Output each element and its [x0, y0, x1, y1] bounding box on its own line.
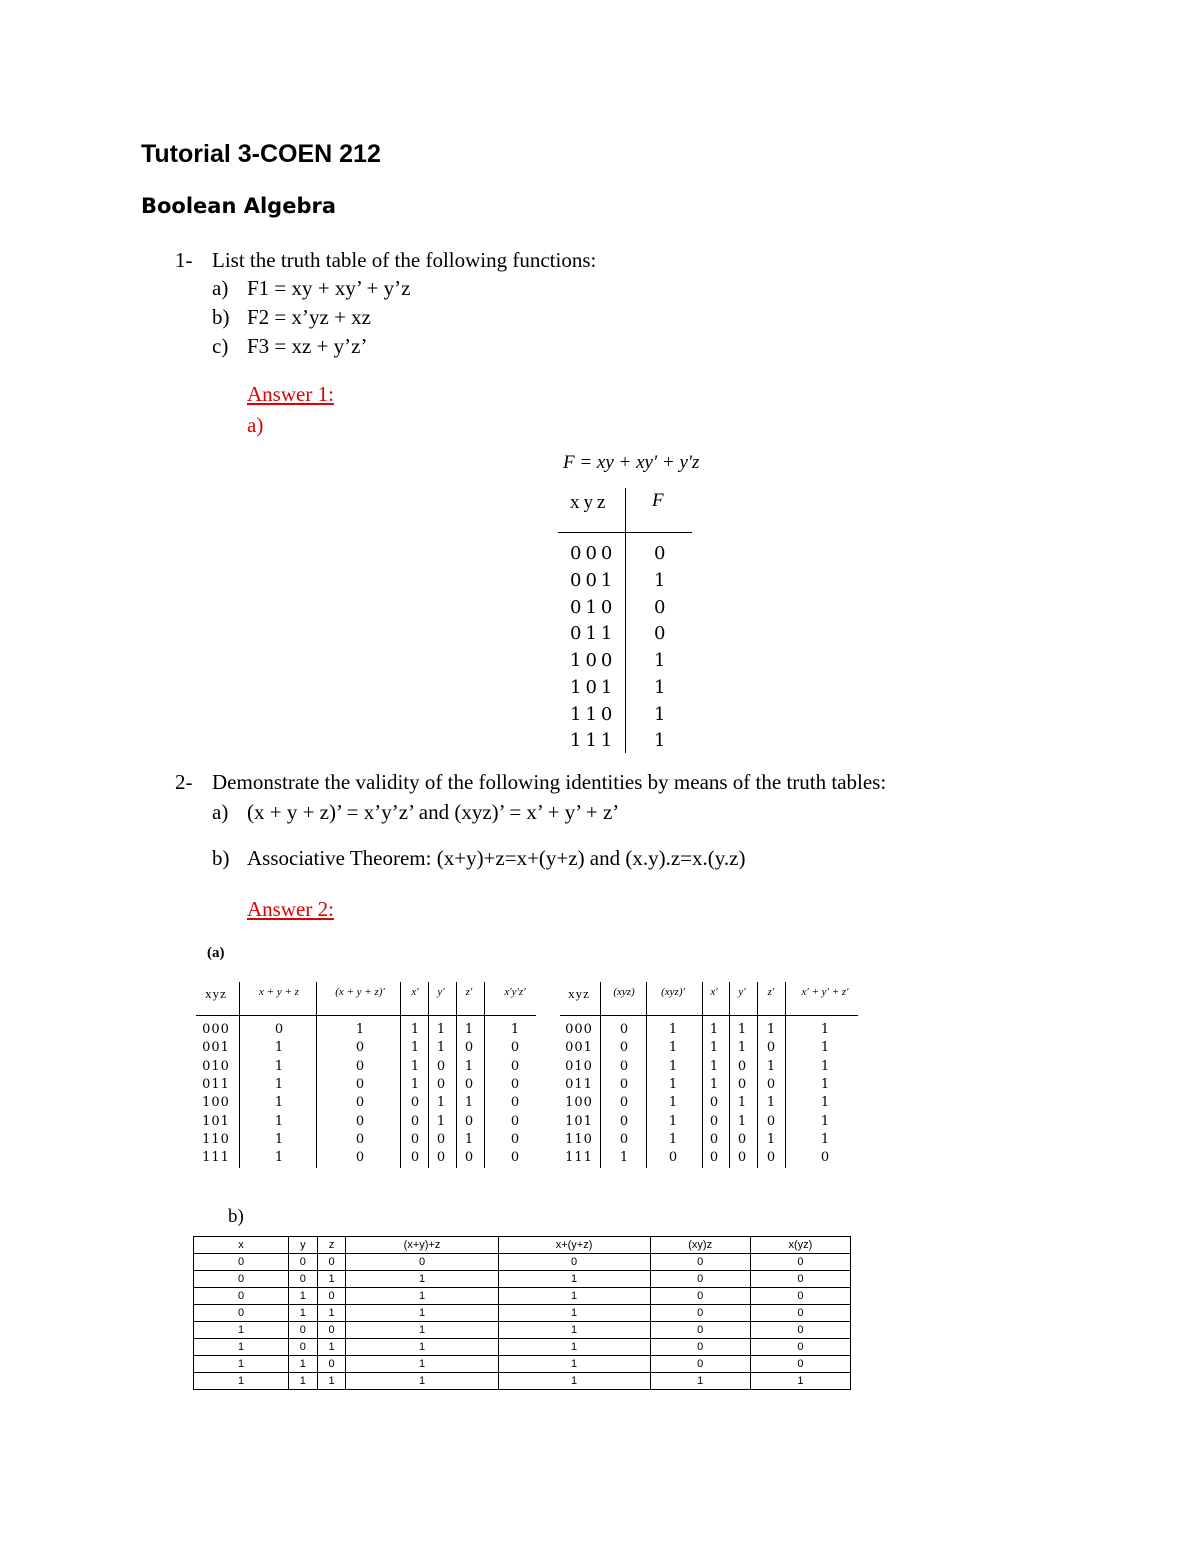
- answer-2-label: Answer 2:: [247, 897, 334, 921]
- table-cell: 0: [317, 1356, 346, 1373]
- table-divider: [757, 982, 758, 1168]
- table-cell: 1: [274, 1040, 284, 1056]
- table-cell: y: [289, 1237, 318, 1254]
- table-cell: 110: [202, 1131, 230, 1147]
- table-cell: 0: [355, 1076, 365, 1092]
- table-cell: 0: [750, 1271, 850, 1288]
- table-cell: 1: [346, 1322, 498, 1339]
- table-cell: 110: [565, 1131, 593, 1147]
- table-cell: 100: [565, 1095, 593, 1111]
- table-cell: 1: [346, 1271, 498, 1288]
- table-cell: 0: [436, 1058, 446, 1074]
- table-cell: 1: [289, 1356, 318, 1373]
- table-divider: [785, 982, 786, 1168]
- table-cell: 0: [464, 1040, 474, 1056]
- table-cell: 100: [202, 1095, 230, 1111]
- table-cell: 0: [650, 1339, 750, 1356]
- table-cell: 101: [202, 1113, 230, 1129]
- truth-table-row-output: 0: [654, 543, 666, 564]
- table-cell: 0: [737, 1131, 747, 1147]
- question-1-number: 1-: [175, 248, 193, 272]
- table-cell: 1: [274, 1150, 284, 1166]
- q1-item-expr: F2 = x’yz + xz: [247, 305, 372, 329]
- table-header-cell: y′: [738, 986, 746, 998]
- table-cell: 0: [766, 1076, 776, 1092]
- table-cell: 0: [650, 1305, 750, 1322]
- table-cell: 1: [194, 1356, 289, 1373]
- table-cell: 0: [737, 1150, 747, 1166]
- table-cell: 1: [194, 1373, 289, 1390]
- table-cell: z: [317, 1237, 346, 1254]
- table-cell: 0: [194, 1254, 289, 1271]
- table-cell: 0: [355, 1058, 365, 1074]
- table-cell: 1: [737, 1095, 747, 1111]
- table-cell: 1: [668, 1040, 678, 1056]
- table-cell: 1: [498, 1339, 650, 1356]
- table-cell: 1: [668, 1095, 678, 1111]
- table-divider: [646, 982, 647, 1168]
- answer-1-sub: a): [247, 413, 264, 437]
- truth-table-row-inputs: 001: [570, 570, 617, 591]
- section-heading: Boolean Algebra: [141, 194, 337, 218]
- table-row: [194, 1271, 851, 1288]
- table-cell: 0: [289, 1322, 318, 1339]
- table-cell: 1: [317, 1271, 346, 1288]
- table-cell: 1: [436, 1095, 446, 1111]
- table-header-cell: x + y + z: [259, 986, 299, 998]
- table-cell: 0: [346, 1254, 498, 1271]
- table-cell: 1: [737, 1022, 747, 1037]
- table-cell: 1: [498, 1373, 650, 1390]
- table-cell: 1: [820, 1022, 830, 1037]
- table-cell: 1: [709, 1022, 719, 1037]
- table-cell: 0: [619, 1131, 629, 1147]
- table-cell: 1: [317, 1373, 346, 1390]
- question-2-text: Demonstrate the validity of the following identities by means of the truth tables:: [212, 770, 887, 794]
- table-cell: 0: [464, 1113, 474, 1129]
- table-cell: 1: [317, 1305, 346, 1322]
- table-cell: 0: [410, 1131, 420, 1147]
- table-cell: 0: [289, 1271, 318, 1288]
- table-cell: 1: [317, 1339, 346, 1356]
- table-cell: (x+y)+z: [346, 1237, 498, 1254]
- table-cell: 0: [820, 1150, 830, 1166]
- table-cell: 1: [274, 1113, 284, 1129]
- answer-1-label: Answer 1:: [247, 382, 334, 406]
- table-cell: 1: [274, 1058, 284, 1074]
- table-cell: 1: [709, 1058, 719, 1074]
- table-cell: 1: [346, 1373, 498, 1390]
- truth-table-row-inputs: 000: [570, 543, 617, 564]
- table-cell: 1: [346, 1288, 498, 1305]
- table-cell: 0: [410, 1113, 420, 1129]
- table-cell: 1: [766, 1131, 776, 1147]
- table-cell: 0: [289, 1254, 318, 1271]
- table-cell: 1: [668, 1076, 678, 1092]
- table-row: [194, 1356, 851, 1373]
- table-cell: 1: [464, 1131, 474, 1147]
- truth-table-row-inputs: 010: [570, 597, 617, 618]
- table-cell: 0: [498, 1254, 650, 1271]
- table-header-cell: x′: [411, 986, 419, 998]
- table-divider: [196, 1015, 536, 1016]
- table-cell: 0: [766, 1040, 776, 1056]
- table-row: [194, 1254, 851, 1271]
- table-cell: 0: [355, 1040, 365, 1056]
- table-cell: 0: [709, 1113, 719, 1129]
- q2-item-label: b): [212, 846, 230, 870]
- table-cell: 0: [737, 1058, 747, 1074]
- question-1-text: List the truth table of the following functions:: [212, 248, 597, 272]
- table-cell: 0: [619, 1095, 629, 1111]
- table-cell: 1: [619, 1150, 629, 1166]
- table-b-label: b): [228, 1206, 244, 1227]
- table-divider: [456, 982, 457, 1168]
- table-cell: 1: [436, 1022, 446, 1037]
- table-cell: 1: [668, 1131, 678, 1147]
- q1-item-label: a): [212, 276, 229, 300]
- table-cell: 1: [410, 1058, 420, 1074]
- table-cell: 101: [565, 1113, 593, 1129]
- q1-item-expr: F1 = xy + xy’ + y’z: [247, 276, 411, 300]
- table-cell: 011: [565, 1076, 593, 1092]
- truth-table-row-output: 0: [654, 623, 666, 644]
- table-cell: 1: [820, 1131, 830, 1147]
- table-cell: 010: [202, 1058, 230, 1074]
- table-cell: 0: [766, 1150, 776, 1166]
- table-cell: 0: [668, 1150, 678, 1166]
- table-cell: 111: [202, 1150, 230, 1166]
- table-cell: 1: [464, 1058, 474, 1074]
- table-cell: 0: [355, 1095, 365, 1111]
- truth-table-row-output: 1: [654, 677, 666, 698]
- table-cell: 0: [355, 1150, 365, 1166]
- table-2a-label: (a): [207, 945, 225, 961]
- table-cell: 1: [346, 1356, 498, 1373]
- table-cell: 0: [750, 1288, 850, 1305]
- table-cell: 1: [766, 1095, 776, 1111]
- table-cell: 0: [650, 1288, 750, 1305]
- table-header-cell: xyz: [205, 986, 227, 1001]
- table-cell: 0: [410, 1150, 420, 1166]
- table-cell: 0: [619, 1113, 629, 1129]
- table-cell: 0: [510, 1150, 520, 1166]
- table-header-cell: x′y′z′: [504, 986, 526, 998]
- table-cell: 010: [565, 1058, 593, 1074]
- table-cell: 0: [619, 1022, 629, 1037]
- truth-table-row-output: 1: [654, 570, 666, 591]
- table-cell: 0: [510, 1113, 520, 1129]
- table-cell: 0: [355, 1131, 365, 1147]
- table-cell: 1: [346, 1339, 498, 1356]
- table-cell: 0: [436, 1131, 446, 1147]
- truth-table-row-inputs: 111: [570, 730, 617, 751]
- table-cell: 0: [737, 1076, 747, 1092]
- table-cell: 0: [510, 1076, 520, 1092]
- table-cell: 0: [410, 1095, 420, 1111]
- truth-table-row-output: 0: [654, 597, 666, 618]
- table-cell: 1: [355, 1022, 365, 1037]
- table-cell: 1: [289, 1288, 318, 1305]
- table-cell: 1: [410, 1040, 420, 1056]
- table-cell: 0: [464, 1076, 474, 1092]
- table-cell: 0: [194, 1271, 289, 1288]
- table-cell: 1: [498, 1356, 650, 1373]
- table-cell: 0: [464, 1150, 474, 1166]
- truth-table-row-output: 1: [654, 704, 666, 725]
- table-cell: 1: [274, 1131, 284, 1147]
- table-cell: 0: [317, 1288, 346, 1305]
- table-header-cell: (xyz): [613, 986, 635, 998]
- table-cell: 1: [737, 1040, 747, 1056]
- q1-item-label: b): [212, 305, 230, 329]
- table-cell: 0: [650, 1356, 750, 1373]
- table-cell: (xy)z: [650, 1237, 750, 1254]
- table-cell: 0: [619, 1076, 629, 1092]
- table-cell: 0: [750, 1254, 850, 1271]
- table-cell: 1: [820, 1095, 830, 1111]
- table-cell: 1: [498, 1322, 650, 1339]
- table-divider: [316, 982, 317, 1168]
- table-header-cell: x′: [710, 986, 718, 998]
- table-cell: 1: [668, 1113, 678, 1129]
- table-cell: 0: [619, 1040, 629, 1056]
- table-cell: 0: [750, 1356, 850, 1373]
- table-cell: x: [194, 1237, 289, 1254]
- table-divider: [625, 488, 626, 753]
- table-header-cell: xyz: [568, 986, 590, 1001]
- table-cell: 1: [737, 1113, 747, 1129]
- table-cell: 1: [436, 1040, 446, 1056]
- table-cell: 1: [464, 1022, 474, 1037]
- table-cell: 0: [355, 1113, 365, 1129]
- table-cell: 1: [436, 1113, 446, 1129]
- truth-table-caption: F = xy + xy′ + y′z: [563, 452, 700, 473]
- table-header-cell: z′: [465, 986, 473, 998]
- table-cell: 0: [750, 1339, 850, 1356]
- table-row: [194, 1288, 851, 1305]
- table-cell: 0: [650, 1254, 750, 1271]
- table-header-cell: z′: [767, 986, 775, 998]
- table-cell: 000: [202, 1022, 230, 1037]
- truth-table-row-inputs: 100: [570, 650, 617, 671]
- q2-item-expr: Associative Theorem: (x+y)+z=x+(y+z) and (x.y).z=x.(y.z): [247, 846, 746, 870]
- table-cell: 0: [317, 1254, 346, 1271]
- table-cell: 1: [289, 1373, 318, 1390]
- table-cell: 1: [668, 1022, 678, 1037]
- table-cell: 1: [464, 1095, 474, 1111]
- truth-table-row-output: 1: [654, 650, 666, 671]
- table-divider: [239, 982, 240, 1168]
- table-cell: 1: [410, 1022, 420, 1037]
- q1-item-label: c): [212, 334, 229, 358]
- table-cell: 1: [750, 1373, 850, 1390]
- table-cell: 1: [274, 1076, 284, 1092]
- table-cell: 000: [565, 1022, 593, 1037]
- table-cell: 0: [317, 1322, 346, 1339]
- truth-table-output-header: F: [652, 490, 664, 511]
- table-cell: 0: [510, 1131, 520, 1147]
- table-cell: 1: [498, 1305, 650, 1322]
- table-cell: 1: [766, 1058, 776, 1074]
- table-cell: 1: [709, 1040, 719, 1056]
- truth-table-row-inputs: 110: [570, 704, 617, 725]
- table-cell: 1: [346, 1305, 498, 1322]
- table-cell: 0: [194, 1288, 289, 1305]
- table-cell: 0: [750, 1305, 850, 1322]
- table-header-cell: x′ + y′ + z′: [801, 986, 849, 998]
- table-header-cell: (x + y + z)′: [335, 986, 385, 998]
- table-cell: 0: [709, 1150, 719, 1166]
- table-cell: 0: [510, 1095, 520, 1111]
- table-cell: 0: [436, 1076, 446, 1092]
- table-divider: [702, 982, 703, 1168]
- table-row: [194, 1373, 851, 1390]
- table-divider: [484, 982, 485, 1168]
- table-cell: 0: [650, 1271, 750, 1288]
- table-cell: 1: [410, 1076, 420, 1092]
- table-cell: 0: [709, 1095, 719, 1111]
- table-cell: 001: [565, 1040, 593, 1056]
- table-cell: 1: [510, 1022, 520, 1037]
- table-cell: 111: [565, 1150, 593, 1166]
- table-cell: 1: [820, 1076, 830, 1092]
- table-cell: 1: [498, 1271, 650, 1288]
- truth-table-row-output: 1: [654, 730, 666, 751]
- table-cell: 0: [709, 1131, 719, 1147]
- table-header-cell: (xyz)′: [661, 986, 685, 998]
- table-cell: 011: [202, 1076, 230, 1092]
- table-cell: 1: [194, 1322, 289, 1339]
- table-cell: 0: [650, 1322, 750, 1339]
- table-cell: 1: [820, 1040, 830, 1056]
- table-divider: [600, 982, 601, 1168]
- table-row: [194, 1339, 851, 1356]
- q2-item-label: a): [212, 800, 229, 824]
- table-row: [194, 1237, 851, 1254]
- table-cell: 0: [510, 1040, 520, 1056]
- table-cell: 1: [650, 1373, 750, 1390]
- table-cell: 1: [194, 1339, 289, 1356]
- table-cell: 0: [289, 1339, 318, 1356]
- table-divider: [558, 532, 692, 533]
- table-cell: 1: [668, 1058, 678, 1074]
- table-cell: x(yz): [750, 1237, 850, 1254]
- page-title: Tutorial 3-COEN 212: [141, 140, 381, 168]
- table-divider: [729, 982, 730, 1168]
- table-cell: 0: [619, 1058, 629, 1074]
- table-cell: 0: [510, 1058, 520, 1074]
- table-row: [194, 1305, 851, 1322]
- table-cell: x+(y+z): [498, 1237, 650, 1254]
- associative-truth-table: [193, 1236, 851, 1390]
- table-cell: 0: [766, 1113, 776, 1129]
- table-cell: 0: [274, 1022, 284, 1037]
- table-row: [194, 1322, 851, 1339]
- table-divider: [560, 1015, 858, 1016]
- table-cell: 1: [766, 1022, 776, 1037]
- table-cell: 1: [709, 1076, 719, 1092]
- table-cell: 1: [820, 1113, 830, 1129]
- table-cell: 0: [750, 1322, 850, 1339]
- truth-table-row-inputs: 011: [570, 623, 617, 644]
- q1-item-expr: F3 = xz + y’z’: [247, 334, 368, 358]
- q2-item-expr: (x + y + z)’ = x’y’z’ and (xyz)’ = x’ + y’ + z’: [247, 800, 620, 824]
- table-cell: 1: [498, 1288, 650, 1305]
- table-cell: 0: [436, 1150, 446, 1166]
- table-cell: 1: [820, 1058, 830, 1074]
- table-header-cell: y′: [437, 986, 445, 998]
- table-divider: [400, 982, 401, 1168]
- question-2-number: 2-: [175, 770, 193, 794]
- table-cell: 1: [289, 1305, 318, 1322]
- truth-table-input-header: xyz: [570, 492, 610, 513]
- table-cell: 1: [274, 1095, 284, 1111]
- truth-table-row-inputs: 101: [570, 677, 617, 698]
- table-divider: [428, 982, 429, 1168]
- table-cell: 0: [194, 1305, 289, 1322]
- table-cell: 001: [202, 1040, 230, 1056]
